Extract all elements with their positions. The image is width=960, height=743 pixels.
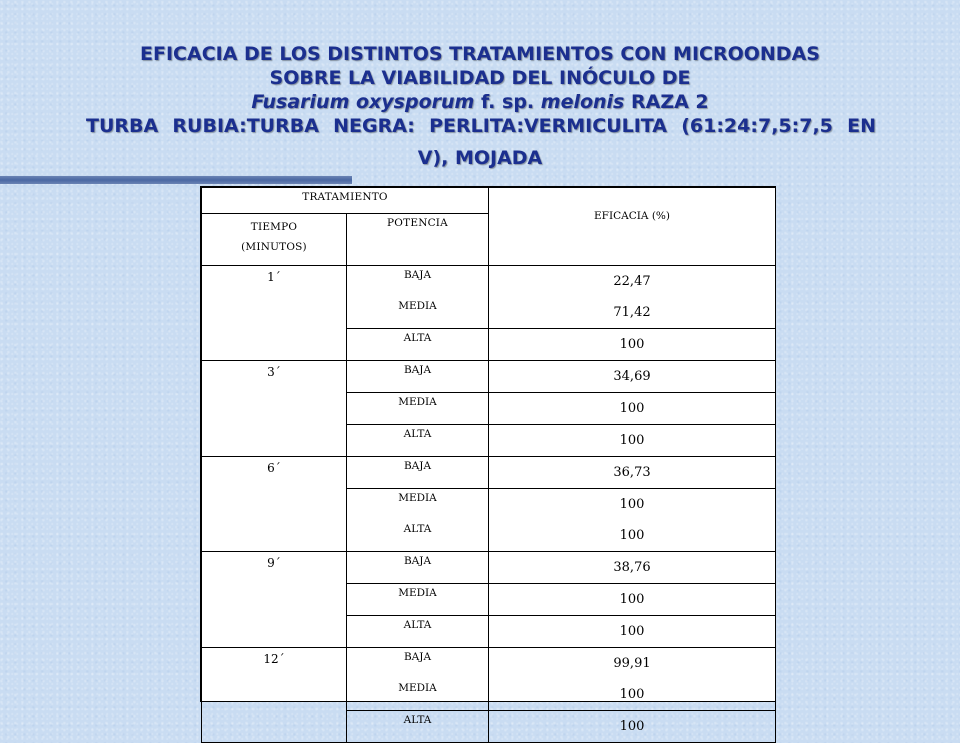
power-cell: ALTA <box>347 520 489 552</box>
table-row <box>202 552 776 584</box>
title-forma-specialis: melonis <box>540 91 625 113</box>
efficacy-cell: 100 <box>489 393 776 425</box>
efficacy-cell: 71,42 <box>489 297 776 329</box>
efficacy-cell: 100 <box>489 520 776 552</box>
header-time-unit: (MINUTOS) <box>241 241 307 253</box>
power-cell: BAJA <box>347 552 489 584</box>
table-row <box>202 361 776 393</box>
header-time-label: TIEMPO <box>250 221 298 233</box>
title-line-4: TURBA RUBIA:TURBA NEGRA: PERLITA:VERMICULITA (61:24:7,5:7,5 EN <box>86 115 876 137</box>
power-cell: BAJA <box>347 361 489 393</box>
title-species: Fusarium oxysporum <box>251 91 475 113</box>
slide-title <box>40 42 920 170</box>
efficacy-table <box>201 187 776 743</box>
efficacy-cell: 100 <box>489 329 776 361</box>
efficacy-cell: 100 <box>489 616 776 648</box>
accent-bar <box>0 176 352 184</box>
time-cell: 3´ <box>202 361 347 457</box>
power-cell: MEDIA <box>347 584 489 616</box>
title-line-3 <box>40 90 920 114</box>
header-power: POTENCIA <box>347 214 489 266</box>
efficacy-cell: 100 <box>489 489 776 521</box>
title-race: RAZA 2 <box>624 91 709 113</box>
header-treatment: TRATAMIENTO <box>202 188 489 214</box>
title-line-2: SOBRE LA VIABILIDAD DEL INÓCULO DE <box>269 67 691 89</box>
power-cell: ALTA <box>347 616 489 648</box>
efficacy-cell: 100 <box>489 425 776 457</box>
time-cell: 9´ <box>202 552 347 648</box>
power-cell: ALTA <box>347 425 489 457</box>
table-row <box>202 648 776 680</box>
efficacy-cell: 100 <box>489 584 776 616</box>
efficacy-cell: 100 <box>489 711 776 743</box>
efficacy-cell: 38,76 <box>489 552 776 584</box>
title-line-1: EFICACIA DE LOS DISTINTOS TRATAMIENTOS CON MICROONDAS <box>140 43 820 65</box>
power-cell: MEDIA <box>347 489 489 521</box>
header-time <box>202 214 347 266</box>
time-cell: 12´ <box>202 648 347 743</box>
power-cell: MEDIA <box>347 297 489 329</box>
table-row <box>202 266 776 298</box>
table-row <box>202 457 776 489</box>
efficacy-cell: 22,47 <box>489 266 776 298</box>
efficacy-cell: 36,73 <box>489 457 776 489</box>
power-cell: BAJA <box>347 266 489 298</box>
time-cell: 1´ <box>202 266 347 361</box>
power-cell: ALTA <box>347 711 489 743</box>
power-cell: BAJA <box>347 457 489 489</box>
efficacy-table-frame <box>200 186 776 734</box>
time-cell: 6´ <box>202 457 347 552</box>
power-cell: MEDIA <box>347 393 489 425</box>
power-cell: BAJA <box>347 648 489 680</box>
title-forma: f. sp. <box>474 91 541 113</box>
efficacy-cell: 99,91 <box>489 648 776 680</box>
power-cell: ALTA <box>347 329 489 361</box>
title-line-5: V), MOJADA <box>417 147 543 169</box>
efficacy-cell: 34,69 <box>489 361 776 393</box>
header-efficacy: EFICACIA (%) <box>489 188 776 266</box>
efficacy-cell: 100 <box>489 679 776 711</box>
power-cell: MEDIA <box>347 679 489 711</box>
